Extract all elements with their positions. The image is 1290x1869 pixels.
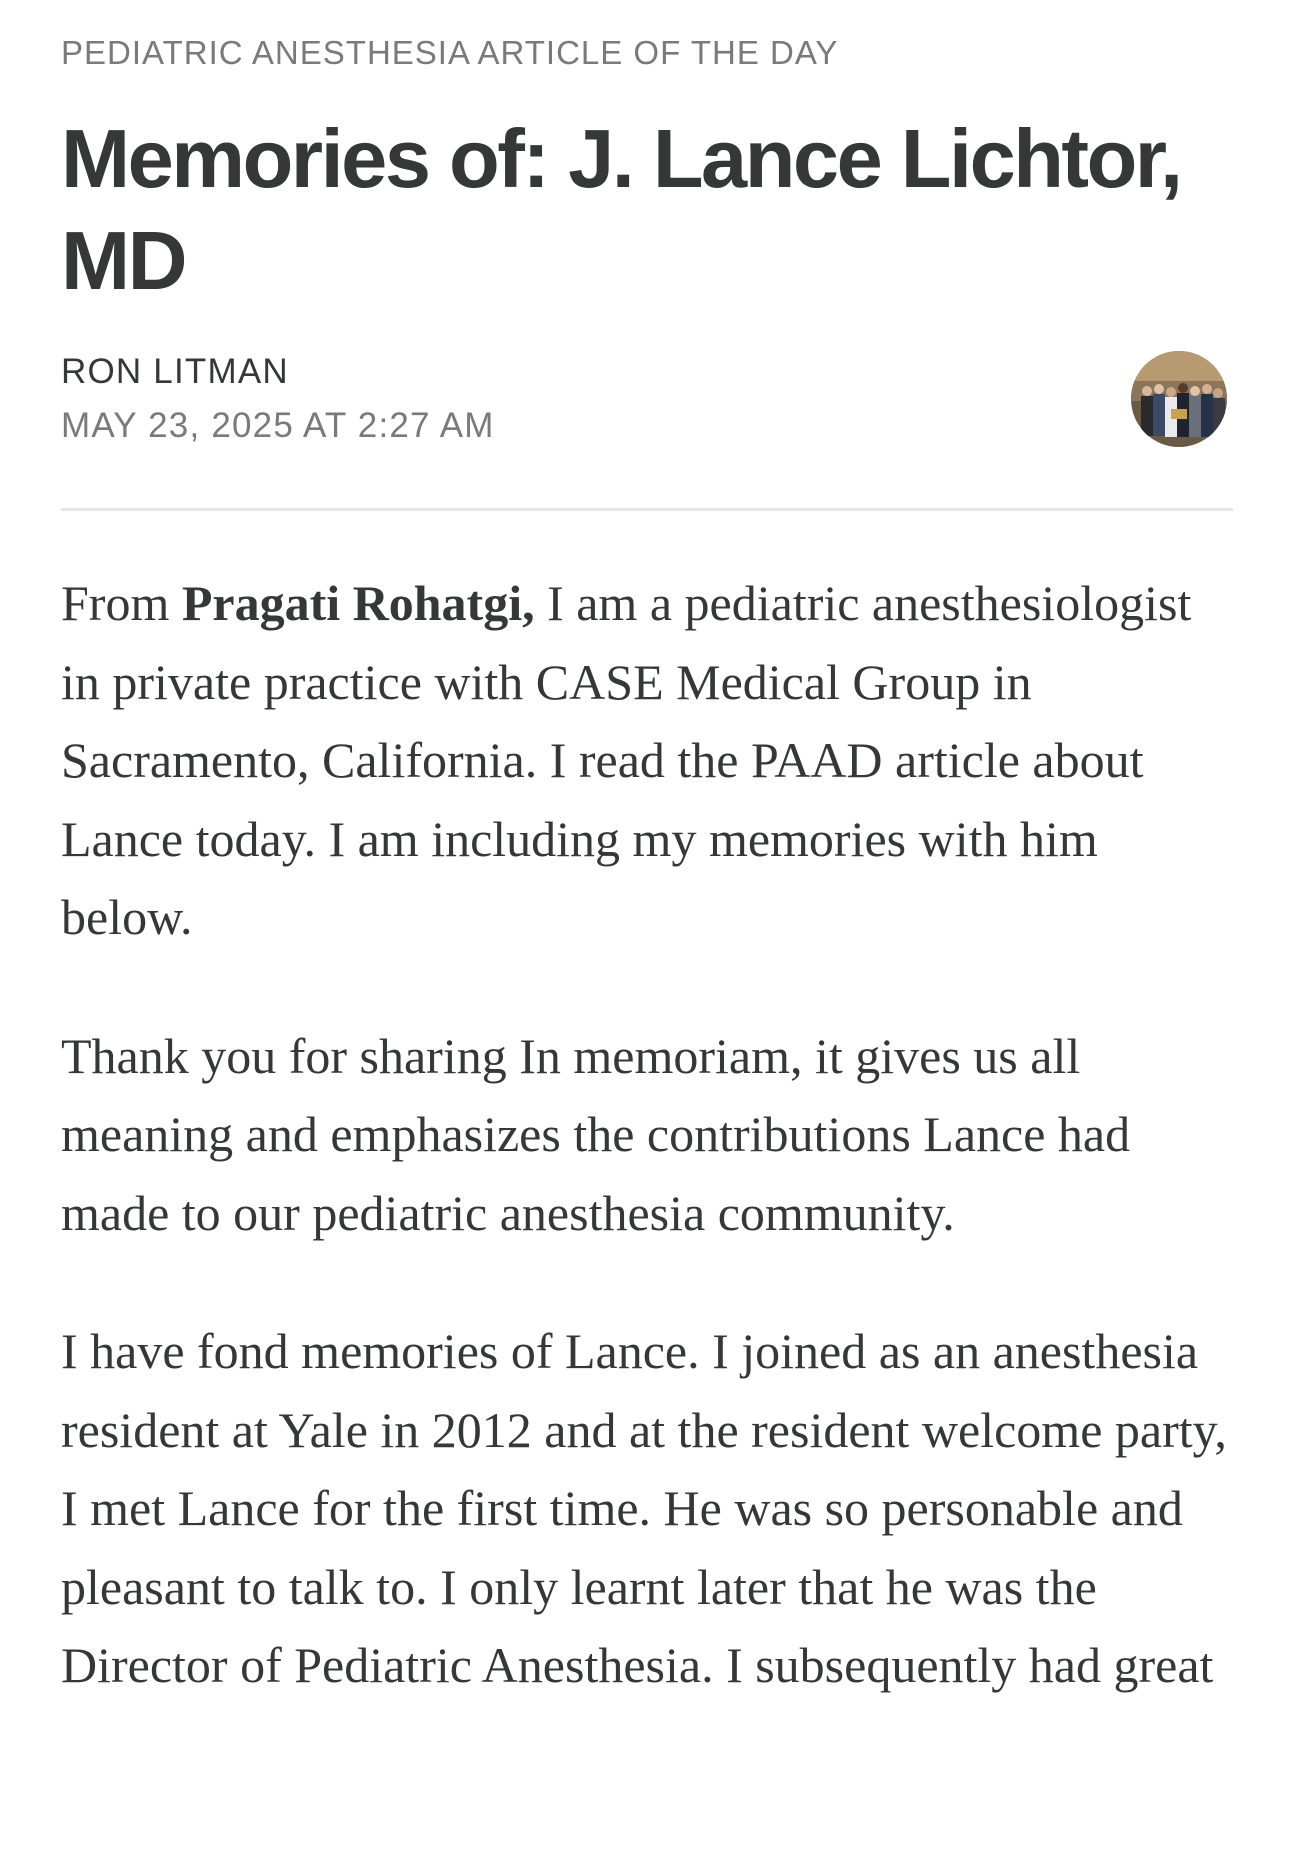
article-paragraph [61,564,1233,957]
article-paragraph: I have fond memories of Lance. I joined as an anesthesia resident at Yale in 2012 and at the resident welcome party, I met Lance for the first time. He was so personable and pleasant to talk to. I only learnt later that he was the Director of Pediatric Anesthesia. I subsequently had great [61,1323,1227,1693]
post-date: MAY 23, 2025 AT 2:27 AM [61,406,495,445]
article-body [61,564,1233,1765]
header-divider [61,508,1233,511]
article-title: Memories of: J. Lance Lichtor, MD [61,112,1181,307]
article-paragraph: Thank you for sharing In memoriam, it gives us all meaning and emphasizes the contributions Lance had made to our pediatric anesthesia community. [61,1027,1131,1241]
group-photo-avatar-icon[interactable] [1131,351,1227,447]
contributor-name: Pragati Rohatgi, [181,575,535,631]
publication-kicker[interactable]: PEDIATRIC ANESTHESIA ARTICLE OF THE DAY [61,34,839,71]
paragraph-text: I am a pediatric anesthesiologist in private practice with CASE Medical Group in Sacramento, California. I read the PAAD article about Lance today. I am including my memories with him below. [61,575,1192,945]
paragraph-text: From [61,575,182,631]
author-name[interactable]: RON LITMAN [61,352,289,391]
